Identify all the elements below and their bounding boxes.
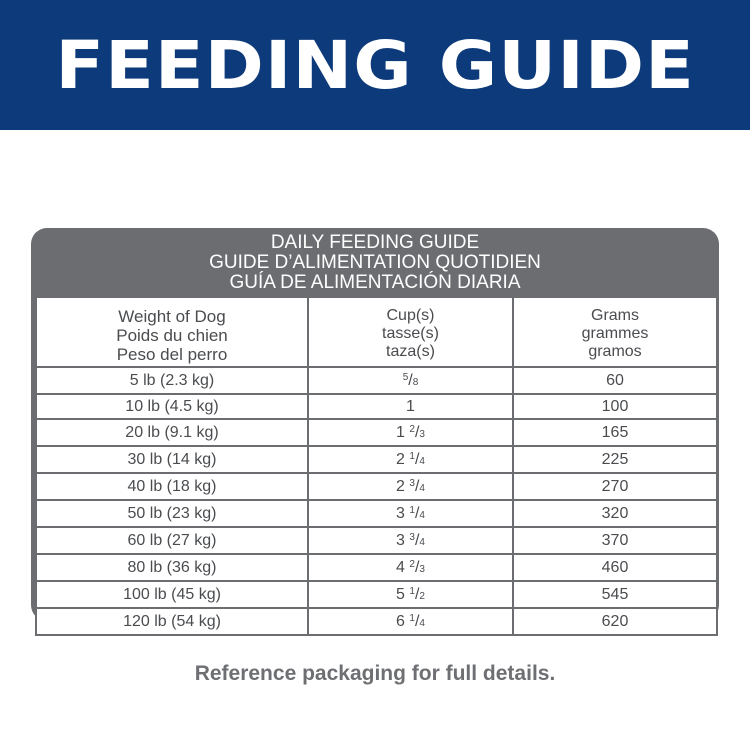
cups-whole: 2 (396, 451, 405, 468)
cups-whole: 3 (396, 505, 405, 522)
cups-fraction: $^1$/4 (409, 613, 425, 630)
grams-cell: 460 (513, 554, 717, 581)
fraction-numerator: 3 (409, 478, 415, 489)
header-label: Poids du chien (116, 326, 228, 345)
cups-fraction: $^1$/2 (409, 586, 425, 603)
fraction-denominator: 8 (412, 377, 419, 388)
cups-cell (308, 500, 513, 527)
fraction-numerator: 5 (402, 372, 409, 383)
cups-whole: 4 (396, 559, 405, 576)
grams-cell: 320 (513, 500, 717, 527)
cups-fraction: $^2$/3 (409, 424, 425, 441)
fraction-numerator: 1 (409, 451, 415, 462)
guide-heading (31, 233, 719, 293)
cups-whole: 6 (396, 613, 405, 630)
cups-cell (308, 419, 513, 446)
header-label: gramos (588, 343, 642, 360)
fraction-denominator: 2 (419, 591, 425, 602)
table-row (36, 500, 717, 527)
fraction-numerator: 3 (409, 532, 415, 543)
fraction-denominator: 3 (419, 429, 425, 440)
grams-cell: 545 (513, 581, 717, 608)
fraction-numerator: 2 (409, 559, 415, 570)
fraction-denominator: 3 (419, 564, 425, 575)
weight-cell: 40 lb (18 kg) (36, 473, 308, 500)
table-row (36, 608, 717, 635)
weight-cell: 50 lb (23 kg) (36, 500, 308, 527)
fraction-denominator: 4 (419, 537, 425, 548)
cups-whole: 5 (396, 586, 405, 603)
header-label: taza(s) (386, 343, 435, 360)
cups-fraction: $^3$/4 (409, 532, 425, 549)
fraction-denominator: 4 (419, 618, 425, 629)
fraction-numerator: 1 (409, 613, 415, 624)
table-header-row (36, 297, 717, 367)
fraction-denominator: 4 (419, 483, 425, 494)
guide-heading-spanish: GUÍA DE ALIMENTACIÓN DIARIA (229, 272, 521, 293)
weight-cell: 60 lb (27 kg) (36, 527, 308, 554)
grams-cell: 60 (513, 367, 717, 394)
header-label: Weight of Dog (118, 307, 226, 326)
header-label: grammes (581, 325, 649, 342)
column-header-weight (36, 297, 308, 367)
banner (0, 0, 750, 130)
table-row (36, 419, 717, 446)
cups-cell (308, 394, 513, 419)
fraction-numerator: 1 (409, 586, 415, 597)
table-row (36, 554, 717, 581)
grams-cell: 620 (513, 608, 717, 635)
weight-cell: 120 lb (54 kg) (36, 608, 308, 635)
table-row (36, 446, 717, 473)
cups-cell (308, 473, 513, 500)
cups-cell (308, 581, 513, 608)
cups-whole: 2 (396, 478, 405, 495)
weight-cell: 5 lb (2.3 kg) (36, 367, 308, 394)
header-label: Peso del perro (116, 345, 228, 364)
cups-fraction: $^5$/8 (402, 372, 419, 389)
header-label: Cup(s) (386, 307, 435, 324)
cups-cell (308, 367, 513, 394)
weight-cell: 20 lb (9.1 kg) (36, 419, 308, 446)
header-label: tasse(s) (382, 325, 439, 342)
grams-cell: 270 (513, 473, 717, 500)
table-row (36, 367, 717, 394)
footer-note: Reference packaging for full details. (194, 662, 556, 685)
guide-heading-english: DAILY FEEDING GUIDE (270, 232, 480, 253)
page-title: FEEDING GUIDE (55, 26, 695, 104)
fraction-denominator: 4 (419, 510, 425, 521)
cups-fraction: $^3$/4 (409, 478, 425, 495)
cups-cell (308, 527, 513, 554)
cups-fraction: $^2$/3 (409, 559, 425, 576)
column-header-grams (513, 297, 717, 367)
cups-cell (308, 554, 513, 581)
cups-fraction: $^1$/4 (409, 451, 425, 468)
cups-cell (308, 608, 513, 635)
grams-cell: 370 (513, 527, 717, 554)
table-row (36, 581, 717, 608)
table-row (36, 527, 717, 554)
guide-heading-french: GUIDE D’ALIMENTATION QUOTIDIEN (209, 252, 541, 273)
cups-cell (308, 446, 513, 473)
weight-cell: 10 lb (4.5 kg) (36, 394, 308, 419)
grams-cell: 165 (513, 419, 717, 446)
cups-whole: 1 (396, 424, 405, 441)
fraction-numerator: 2 (409, 424, 415, 435)
weight-cell: 80 lb (36 kg) (36, 554, 308, 581)
weight-cell: 30 lb (14 kg) (36, 446, 308, 473)
header-label: Grams (591, 307, 639, 324)
feeding-table (35, 296, 718, 636)
table-row (36, 394, 717, 419)
grams-cell: 100 (513, 394, 717, 419)
cups-fraction: $^1$/4 (409, 505, 425, 522)
weight-cell: 100 lb (45 kg) (36, 581, 308, 608)
grams-cell: 225 (513, 446, 717, 473)
column-header-cups (308, 297, 513, 367)
fraction-numerator: 1 (409, 505, 415, 516)
fraction-denominator: 4 (419, 456, 425, 467)
table-row (36, 473, 717, 500)
cups-whole: 1 (406, 397, 415, 415)
cups-whole: 3 (396, 532, 405, 549)
